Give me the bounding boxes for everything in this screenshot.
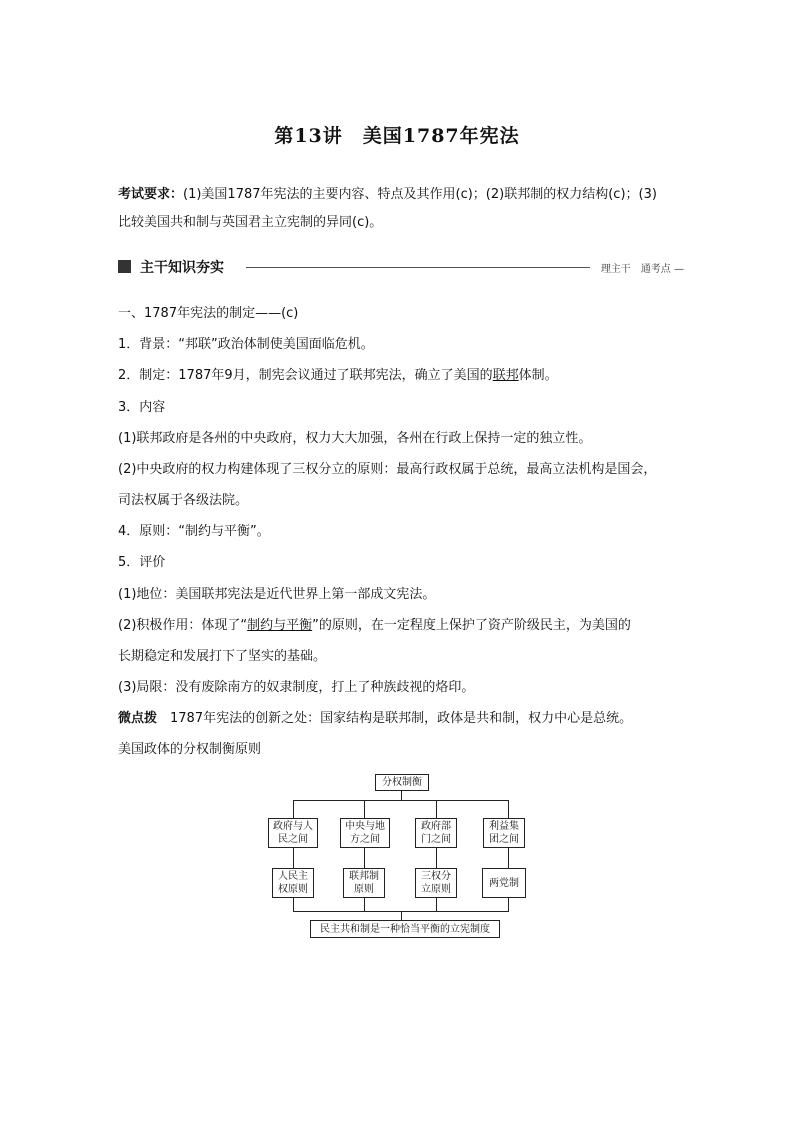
connector [508,848,509,868]
diagram-level2-box: 联邦制 原则 [343,868,385,898]
diagram-level2-box: 人民主 权原则 [272,868,314,898]
item-3-2b: 司法权属于各级法院。 [118,493,249,508]
section-header [118,256,684,278]
exam-requirements-line2: 比较美国共和制与英国君主立宪制的异同(c)。 [118,215,383,230]
diagram-level2-box: 两党制 [482,868,526,898]
connector [508,898,509,911]
connector [436,848,437,868]
tip-label: 微点拨 [118,711,158,726]
connector [364,800,365,818]
diagram-top-box: 分权制衡 [375,774,429,791]
diagram-title: 美国政体的分权制衡原则 [118,742,262,757]
connector [401,790,402,800]
item-5-1: (1)地位：美国联邦宪法是近代世界上第一部成文宪法。 [118,587,436,602]
item-3-2a: (2)中央政府的权力构建体现了三权分立的原则：最高行政权属于总统，最高立法机构是国会， [118,462,657,477]
item-5-3: (3)局限：没有废除南方的奴隶制度，打上了种族歧视的烙印。 [118,680,475,695]
diagram-level1-box: 中央与地 方之间 [340,818,390,848]
item-2-underlined: 联邦 [492,368,519,383]
connector [293,898,294,911]
diagram-level1-box: 政府部 门之间 [415,818,457,848]
item-5-2a-before: (2)积极作用：体现了“ [118,618,248,633]
connector [293,848,294,868]
section-divider [246,267,590,268]
power-balance-diagram [260,770,530,940]
heading-1: 一、1787年宪法的制定——(c) [118,306,299,321]
item-2-before: 2．制定：1787年9月，制宪会议通过了联邦宪法，确立了美国的 [118,368,493,383]
connector [293,800,294,818]
section-title: 主干知识夯实 [140,260,224,276]
item-2 [118,368,688,384]
item-5-2a [118,618,688,634]
item-4: 4．原则：“制约与平衡”。 [118,524,270,539]
exam-requirements-line1: (1)美国1787年宪法的主要内容、特点及其作用(c)；(2)联邦制的权力结构(c)；(3) [183,187,657,202]
connector [436,898,437,911]
connector [436,800,437,818]
item-5-2a-after: ”的原则，在一定程度上保护了资产阶级民主，为美国的 [312,618,631,633]
diagram-level2-box: 三权分 立原则 [415,868,457,898]
item-5: 5．评价 [118,555,166,570]
item-3: 3．内容 [118,400,166,415]
diagram-bottom-box: 民主共和制是一种恰当平衡的立宪制度 [310,920,500,938]
tip [118,711,688,727]
exam-requirements-label: 考试要求： [118,187,184,202]
connector [508,800,509,818]
item-3-1: (1)联邦政府是各州的中央政府，权力大大加强，各州在行政上保持一定的独立性。 [118,431,592,446]
diagram-level1-box: 利益集 团之间 [483,818,525,848]
item-5-2b: 长期稳定和发展打下了坚实的基础。 [118,649,327,664]
section-right-text: 理主干 通考点 — [600,264,684,275]
section-square-icon [118,260,131,273]
tip-text: 1787年宪法的创新之处：国家结构是联邦制，政体是共和制，权力中心是总统。 [157,711,633,726]
item-1: 1．背景：“邦联”政治体制使美国面临危机。 [118,337,374,352]
diagram-level1-box: 政府与人 民之间 [268,818,318,848]
connector [364,898,365,911]
item-5-2a-underlined: 制约与平衡 [247,618,313,633]
connector [401,911,402,920]
exam-requirements [118,181,684,237]
connector [364,848,365,868]
connector [293,800,509,801]
page-title: 第13讲 美国1787年宪法 [274,125,520,147]
item-2-after: 体制。 [518,368,558,383]
